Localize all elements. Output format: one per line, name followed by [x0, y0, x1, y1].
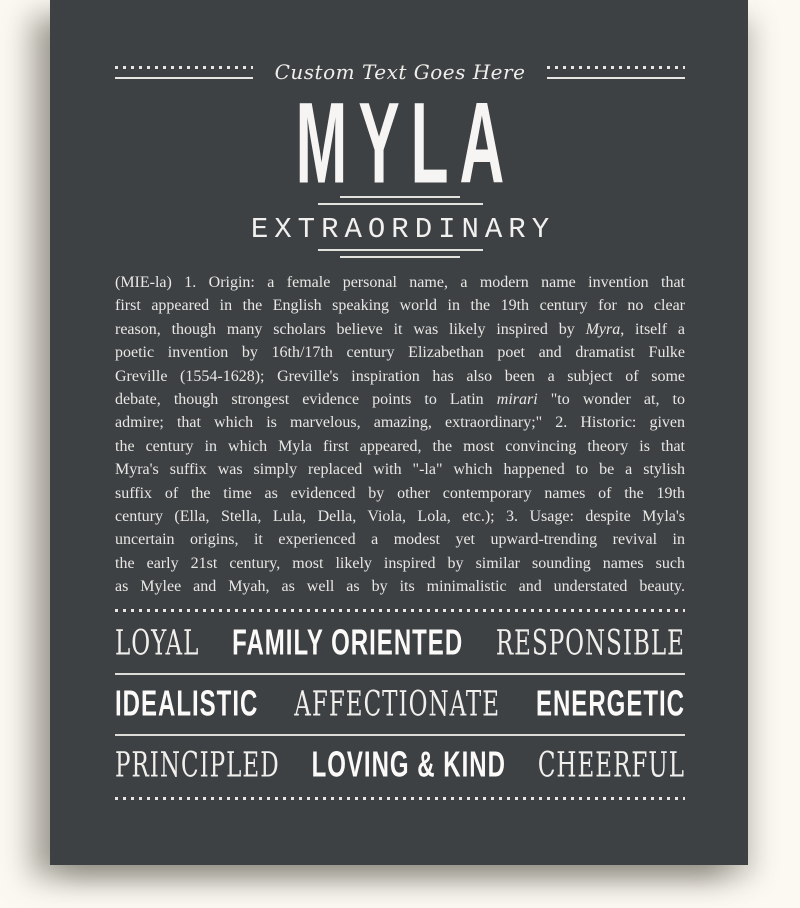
name-title: MYLA — [295, 80, 516, 208]
trait-word: ENERGETIC — [535, 683, 685, 725]
definition-line — [115, 505, 685, 528]
trait-row-3-wrap — [115, 742, 685, 789]
definition-line — [115, 365, 685, 388]
definition-line — [115, 552, 685, 575]
name-art-print — [50, 0, 748, 865]
definition-italic: mirari — [496, 390, 538, 408]
divider-line — [340, 256, 460, 258]
trait-row — [115, 745, 685, 787]
trait-row-1-wrap — [115, 620, 685, 667]
double-line-divider-bottom — [115, 249, 685, 258]
trait-word: LOVING & KIND — [311, 744, 506, 786]
dotted-divider-top — [115, 609, 685, 612]
definition-text: the century in which Myla first appeared, the most convincing theory is that — [115, 437, 685, 455]
definition-text: poetic invention by 16th/17th century Elizabethan poet and dramatist Fulke — [115, 344, 685, 362]
dotted-line-ornament-left — [115, 66, 253, 79]
trait-row — [115, 684, 685, 726]
definition-italic: Myra — [585, 320, 621, 338]
trait-word: LOYAL — [115, 624, 200, 664]
definition-line — [115, 482, 685, 505]
dotted-divider-bottom — [115, 797, 685, 800]
definition-line — [115, 435, 685, 458]
definition-text: Myra's suffix was simply replaced with "-la" which happened to be a stylish — [115, 461, 685, 479]
line-divider — [115, 734, 685, 736]
definition-line — [115, 458, 685, 481]
dotted-line-ornament-right — [547, 66, 685, 79]
subtitle-word: EXTRAORDINARY — [250, 213, 556, 246]
definition-text: suffix of the time as evidenced by other contemporary names of the 19th — [115, 484, 685, 502]
definition-text: century (Ella, Stella, Lula, Della, Viola, Lola, etc.); 3. Usage: despite Myla's — [115, 507, 685, 525]
trait-word: AFFECTIONATE — [294, 685, 501, 725]
definition-text: reason, though many scholars believe it was likely inspired by — [115, 320, 586, 338]
trait-word: IDEALISTIC — [115, 683, 259, 725]
definition-line — [115, 341, 685, 364]
definition-text: debate, though strongest evidence points to Latin — [115, 390, 497, 408]
definition-line — [115, 294, 685, 317]
definition-line — [115, 528, 685, 551]
definition-text: the early 21st century, most likely inspired by similar sounding names such — [115, 554, 685, 572]
trait-word: PRINCIPLED — [115, 746, 280, 786]
definition-line — [115, 411, 685, 434]
definition-text: admire; that which is marvelous, amazing, extraordinary;" 2. Historic: given — [115, 414, 685, 432]
trait-word: CHEERFUL — [537, 746, 685, 786]
definition-line — [115, 318, 685, 341]
print-content — [115, 0, 685, 800]
definition-line — [115, 271, 685, 294]
line-divider — [115, 673, 685, 675]
definition-line — [115, 388, 685, 411]
trait-word: RESPONSIBLE — [495, 624, 685, 664]
definition-text: , itself a — [620, 320, 685, 338]
definition-text: first appeared in the English speaking world in the 19th century for no clear — [115, 297, 685, 315]
definition-text: as Mylee and Myah, as well as by its minimalistic and understated beauty. — [115, 578, 685, 596]
name-title-wrap — [115, 80, 685, 208]
definition-line — [115, 575, 685, 598]
definition-text: Greville (1554-1628); Greville's inspiration has also been a subject of some — [115, 367, 685, 385]
custom-text-label: Custom Text Goes Here — [274, 60, 526, 84]
definition-text: (MIE-la) 1. Origin: a female personal name, a modern name invention that — [115, 274, 685, 291]
trait-row — [115, 623, 685, 665]
divider-line — [318, 249, 483, 251]
definition-text: uncertain origins, it experienced a modest yet upward-trending revival in — [115, 531, 685, 549]
definition-paragraph — [115, 271, 685, 598]
definition-text: "to wonder at, to — [537, 390, 685, 408]
trait-row-2-wrap — [115, 681, 685, 728]
trait-word: FAMILY ORIENTED — [232, 622, 464, 664]
